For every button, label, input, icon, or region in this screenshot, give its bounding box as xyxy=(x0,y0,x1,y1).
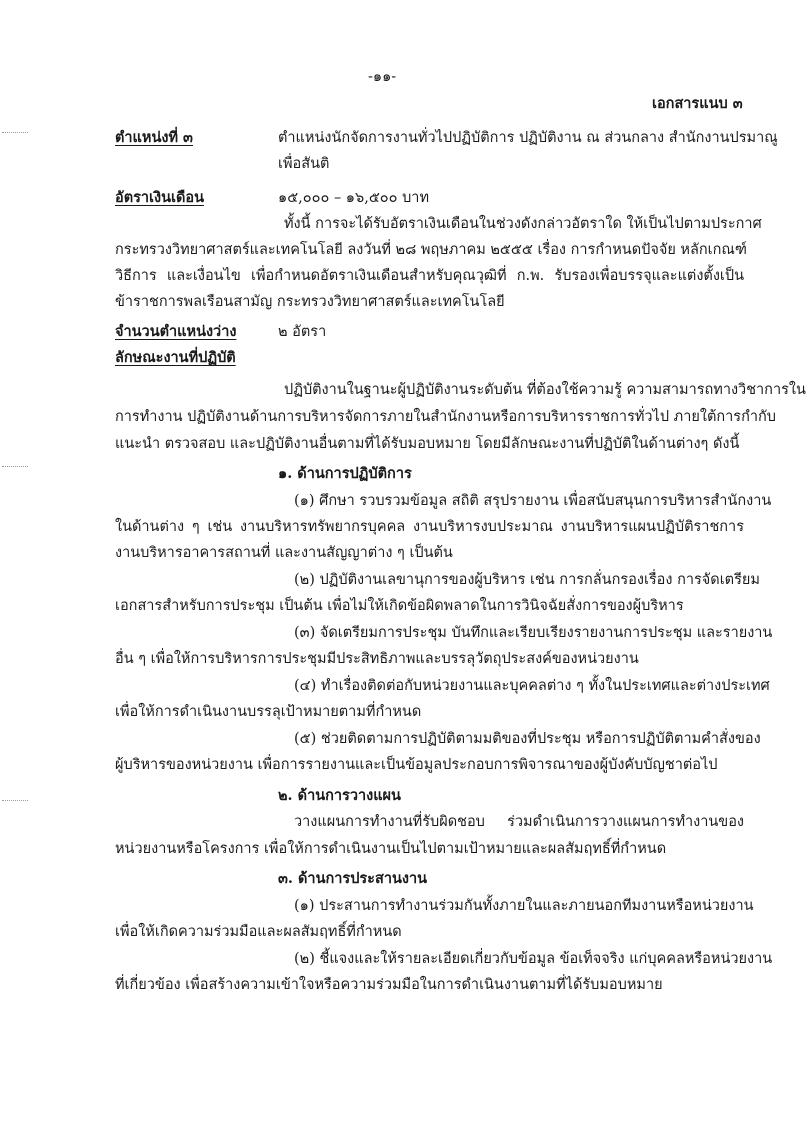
section-heading: ๑. ด้านการปฏิบัติการ xyxy=(278,465,412,482)
duties-intro-line: ปฏิบัติงานในฐานะผู้ปฏิบัติงานระดับต้น ที่ต้องใช้ความรู้ ความสามารถทางวิชาการใน xyxy=(284,382,806,398)
section-heading: ๒. ด้านการวางแผน xyxy=(278,787,401,804)
duty-item-line: (๔) ทำเรื่องติดต่อกับหน่วยงานและบุคคลต่าง ๆ ทั้งในประเทศและต่างประเทศ xyxy=(294,678,770,694)
duty-item-line: เพื่อให้เกิดความร่วมมือและผลสัมฤทธิ์ที่กำหนด xyxy=(115,924,402,940)
vacancies-label: จำนวนตำแหน่งว่าง xyxy=(115,323,237,340)
duty-item-line: (๑) ศึกษา รวบรวมข้อมูล สถิติ สรุปรายงาน เพื่อสนับสนุนการบริหารสำนักงาน xyxy=(294,493,772,509)
section-heading: ๓. ด้านการประสานงาน xyxy=(278,870,428,887)
attachment-label: เอกสารแนบ ๓ xyxy=(652,95,743,112)
salary-paragraph-line: ทั้งนี้ การจะได้รับอัตราเงินเดือนในช่วงดังกล่าวอัตราใด ให้เป็นไปตามประกาศ xyxy=(284,216,762,232)
duties-label: ลักษณะงานที่ปฏิบัติ xyxy=(115,349,236,366)
duty-item-line: ในด้านต่าง ๆ เช่น งานบริหารทรัพยากรบุคคล งานบริหารงบประมาณ งานบริหารแผนปฏิบัติราชการ xyxy=(115,519,744,535)
duties-intro-line: แนะนำ ตรวจสอบ และปฏิบัติงานอื่นตามที่ได้รับมอบหมาย โดยมีลักษณะงานที่ปฏิบัติในด้านต่างๆ ดังนี้ xyxy=(115,436,740,452)
duty-item-line: (๑) ประสานการทำงานร่วมกันทั้งภายในและภายนอกทีมงานหรือหน่วยงาน xyxy=(294,898,754,914)
duty-item-line: เพื่อให้การดำเนินงานบรรลุเป้าหมายตามที่กำหนด xyxy=(115,704,422,720)
duty-item-line: (๒) ปฏิบัติงานเลขานุการของผู้บริหาร เช่น การกลั่นกรองเรื่อง การจัดเตรียม xyxy=(294,572,760,588)
duties-intro-line: การทำงาน ปฏิบัติงานด้านการบริหารจัดการภายในสำนักงานหรือการบริหารราชการทั่วไป ภายใต้การกำกับ xyxy=(115,409,776,425)
salary-paragraph-line: วิธีการ และเงื่อนไข เพื่อกำหนดอัตราเงินเดือนสำหรับคุณวุฒิที่ ก.พ. รับรองเพื่อบรรจุและแต่งตั้งเป็น xyxy=(115,268,744,284)
vacancies-value: ๒ อัตรา xyxy=(278,324,327,340)
duty-item-line: (๓) จัดเตรียมการประชุม บันทึกและเรียบเรียงรายงานการประชุม และรายงาน xyxy=(294,625,773,641)
position-title-line: เพื่อสันติ xyxy=(278,156,330,172)
duty-item-line: วางแผนการทำงานที่รับผิดชอบ ร่วมดำเนินการวางแผนการทำงานของ xyxy=(294,814,744,830)
position-label: ตำแหน่งที่ ๓ xyxy=(115,129,193,146)
duty-item-line: หน่วยงานหรือโครงการ เพื่อให้การดำเนินงานเป็นไปตามเป้าหมายและผลสัมฤทธิ์ที่กำหนด xyxy=(115,841,667,857)
duty-item-line: ที่เกี่ยวข้อง เพื่อสร้างความเข้าใจหรือความร่วมมือในการดำเนินงานตามที่ได้รับมอบหมาย xyxy=(115,977,663,993)
salary-label: อัตราเงินเดือน xyxy=(115,189,204,206)
scan-mark xyxy=(2,132,28,134)
duty-item-line: งานบริหารอาคารสถานที่ และงานสัญญาต่าง ๆ เป็นต้น xyxy=(115,545,453,561)
page-number: -๑๑- xyxy=(368,69,397,85)
salary-paragraph-line: ข้าราชการพลเรือนสามัญ กระทรวงวิทยาศาสตร์และเทคโนโลยี xyxy=(115,294,505,310)
duty-item-line: (๒) ชี้แจงและให้รายละเอียดเกี่ยวกับข้อมูล ข้อเท็จจริง แก่บุคคลหรือหน่วยงาน xyxy=(294,951,773,967)
duty-item-line: (๕) ช่วยติดตามการปฏิบัติตามมติของที่ประชุม หรือการปฏิบัติตามคำสั่งของ xyxy=(294,731,761,747)
duty-item-line: ผู้บริหารของหน่วยงาน เพื่อการรายงานและเป็นข้อมูลประกอบการพิจารณาของผู้บังคับบัญชาต่อไป xyxy=(115,757,718,773)
duty-item-line: เอกสารสำหรับการประชุม เป็นต้น เพื่อไม่ให้เกิดข้อผิดพลาดในการวินิจฉัยสั่งการของผู้บริหาร xyxy=(115,598,684,614)
scan-mark xyxy=(2,800,28,802)
position-title-line: ตำแหน่งนักจัดการงานทั่วไปปฏิบัติการ ปฏิบัติงาน ณ ส่วนกลาง สำนักงานปรมาณู xyxy=(278,130,778,146)
scan-mark xyxy=(2,466,28,468)
salary-paragraph-line: กระทรวงวิทยาศาสตร์และเทคโนโลยี ลงวันที่ ๒๘ พฤษภาคม ๒๕๕๕ เรื่อง การกำหนดปัจจัย หลักเกณฑ์ xyxy=(115,242,747,258)
salary-value: ๑๕,๐๐๐ – ๑๖,๕๐๐ บาท xyxy=(278,190,430,206)
duty-item-line: อื่น ๆ เพื่อให้การบริหารการประชุมมีประสิทธิภาพและบรรลุวัตถุประสงค์ของหน่วยงาน xyxy=(115,651,639,667)
